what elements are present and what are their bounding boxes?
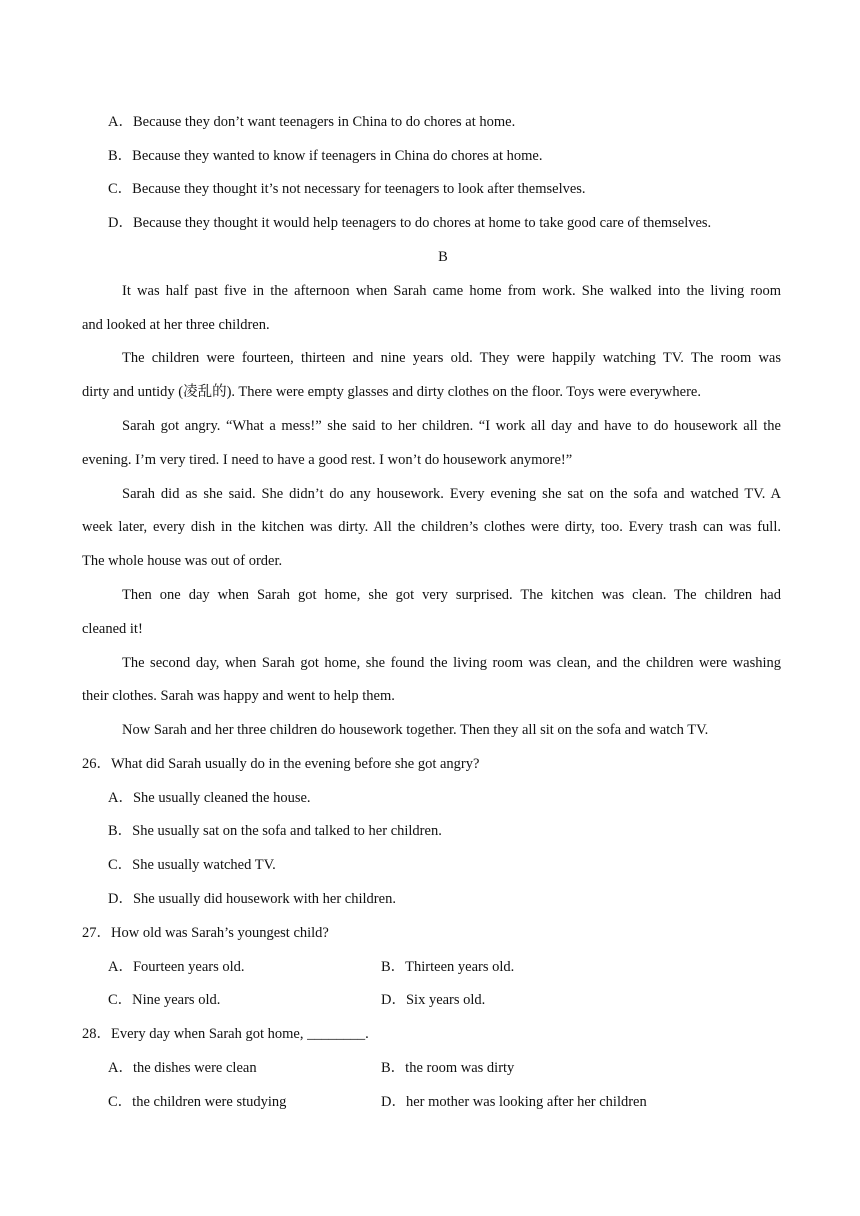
q27-option-b: B．Thirteen years old. bbox=[381, 959, 515, 975]
option-a: A．Because they don’t want teenagers in China to do chores at home. bbox=[108, 114, 516, 130]
q28-option-d: D．her mother was looking after her children bbox=[381, 1094, 647, 1110]
passage-line: It was half past five in the afternoon when Sarah came home from work. She walked into the living room bbox=[122, 283, 781, 299]
q26-option-d: D．She usually did housework with her children. bbox=[108, 891, 396, 907]
option-c: C．Because they thought it’s not necessary for teenagers to look after themselves. bbox=[108, 181, 586, 197]
option-d: D．Because they thought it would help teenagers to do chores at home to take good care of themselves. bbox=[108, 215, 712, 231]
q28-option-c: C．the children were studying bbox=[108, 1094, 287, 1110]
passage-line: Now Sarah and her three children do housework together. Then they all sit on the sofa and watch TV. bbox=[122, 722, 709, 738]
passage-line: The whole house was out of order. bbox=[82, 553, 283, 569]
q26-option-a: A．She usually cleaned the house. bbox=[108, 790, 311, 806]
passage-line: The second day, when Sarah got home, she found the living room was clean, and the children were washing bbox=[122, 655, 781, 671]
passage-line: Sarah did as she said. She didn’t do any housework. Every evening she sat on the sofa and watched TV. A bbox=[122, 486, 781, 502]
q27-option-d: D．Six years old. bbox=[381, 992, 486, 1008]
q28-option-b: B．the room was dirty bbox=[381, 1060, 515, 1076]
passage-line: The children were fourteen, thirteen and nine years old. They were happily watching TV. The room was bbox=[122, 350, 781, 366]
passage-line: cleaned it! bbox=[82, 621, 143, 637]
q26-option-b: B．She usually sat on the sofa and talked to her children. bbox=[108, 823, 442, 839]
passage-line: their clothes. Sarah was happy and went to help them. bbox=[82, 688, 395, 704]
question-27-stem: 27．How old was Sarah’s youngest child? bbox=[82, 925, 329, 941]
q27-option-c: C．Nine years old. bbox=[108, 992, 221, 1008]
section-label: B bbox=[438, 249, 448, 265]
q26-option-c: C．She usually watched TV. bbox=[108, 857, 276, 873]
question-28-stem: 28．Every day when Sarah got home, ________. bbox=[82, 1026, 369, 1042]
question-26-stem: 26．What did Sarah usually do in the evening before she got angry? bbox=[82, 756, 480, 772]
q27-option-a: A．Fourteen years old. bbox=[108, 959, 245, 975]
passage-line: dirty and untidy (凌乱的). There were empty glasses and dirty clothes on the floor. Toys were everywhere. bbox=[82, 384, 701, 400]
q28-option-a: A．the dishes were clean bbox=[108, 1060, 257, 1076]
passage-line: Sarah got angry. “What a mess!” she said to her children. “I work all day and have to do housework all the bbox=[122, 418, 781, 434]
passage-line: evening. I’m very tired. I need to have a good rest. I won’t do housework anymore!” bbox=[82, 452, 573, 468]
option-b: B．Because they wanted to know if teenagers in China do chores at home. bbox=[108, 148, 543, 164]
passage-line: week later, every dish in the kitchen was dirty. All the children’s clothes were dirty, too. Every trash can was full. bbox=[82, 519, 781, 535]
passage-line: Then one day when Sarah got home, she got very surprised. The kitchen was clean. The children had bbox=[122, 587, 781, 603]
passage-line: and looked at her three children. bbox=[82, 317, 270, 333]
